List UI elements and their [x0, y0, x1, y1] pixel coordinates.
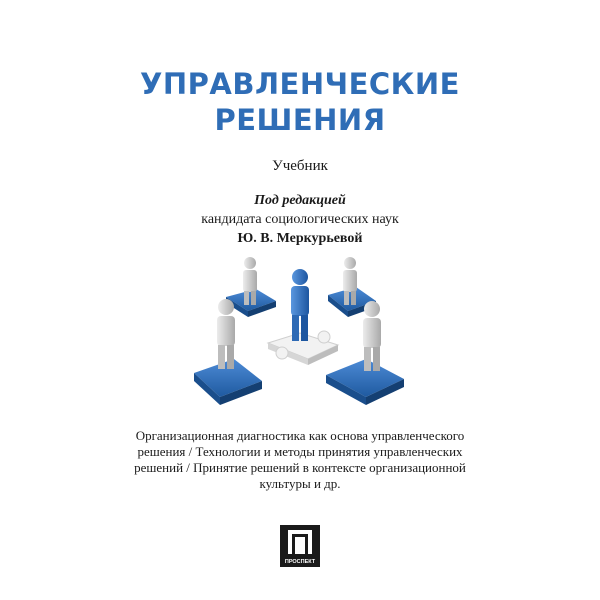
puzzle-people-illustration — [190, 255, 410, 415]
person-figure-front-right — [363, 301, 381, 371]
book-subtitle: Учебник — [272, 158, 328, 174]
editor-name: Ю. В. Меркурьевой — [237, 231, 363, 246]
editor-intro: Под редакцией — [254, 193, 346, 208]
book-title — [0, 66, 600, 138]
person-figure-front-left — [217, 299, 235, 369]
title-line-2: РЕШЕНИЯ — [214, 103, 386, 137]
editor-degree: кандидата социологических наук — [201, 212, 399, 227]
title-line-1: УПРАВЛЕНЧЕСКИЕ — [140, 67, 460, 101]
book-description: Организационная диагностика как основа управленческого решения / Технологии и методы принятия управленческих решений / Принятие решений в контексте организационной культуры и др. — [134, 428, 466, 491]
editor-block — [0, 191, 600, 248]
person-figure-center-blue — [291, 269, 309, 341]
publisher-logo-text: ПРОСПЕКТ — [284, 559, 316, 565]
publisher-logo — [280, 525, 320, 567]
